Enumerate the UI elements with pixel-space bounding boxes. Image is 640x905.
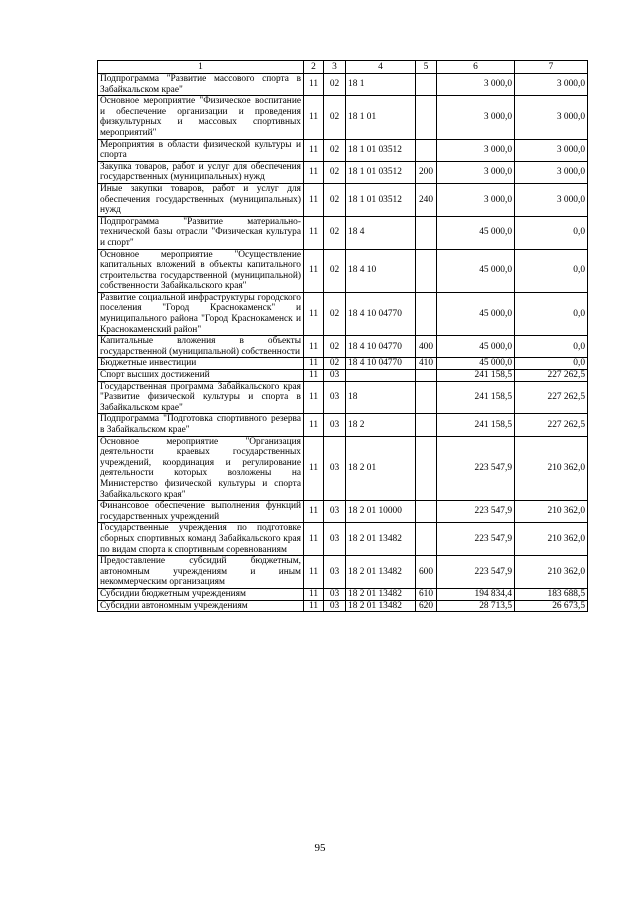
- amount-year1-cell: 223 547,9: [437, 436, 515, 501]
- budget-table-container: [97, 60, 588, 612]
- section-code-cell: 11: [304, 96, 324, 139]
- subsection-code-cell: 02: [324, 139, 346, 161]
- target-article-cell: 18 2 01 13482: [346, 600, 416, 612]
- section-code-cell: 11: [304, 74, 324, 96]
- expense-type-cell: [416, 501, 437, 523]
- amount-year2-cell: 3 000,0: [515, 161, 588, 183]
- row-name-cell: Подпрограмма "Развитие материально-технической базы отрасли "Физическая культура и спорт": [98, 216, 304, 249]
- table-row: [98, 292, 588, 335]
- amount-year2-cell: 210 362,0: [515, 523, 588, 556]
- amount-year2-cell: 227 262,5: [515, 381, 588, 414]
- row-name-cell: Основное мероприятие "Физическое воспитание и обеспечение организации и проведения физкультурных и массовых спортивных мероприятий": [98, 96, 304, 139]
- amount-year2-cell: 227 262,5: [515, 370, 588, 382]
- row-name-cell: Основное мероприятие "Осуществление капитальных вложений в объекты капитального строительства государственной (муниципальной) собственности Забайкальского края": [98, 249, 304, 292]
- target-article-cell: 18 1: [346, 74, 416, 96]
- subsection-code-cell: 03: [324, 501, 346, 523]
- target-article-cell: 18 4 10 04770: [346, 336, 416, 358]
- amount-year2-cell: 210 362,0: [515, 436, 588, 501]
- table-row: [98, 358, 588, 370]
- target-article-cell: 18 1 01 03512: [346, 161, 416, 183]
- table-row: [98, 336, 588, 358]
- table-row: [98, 139, 588, 161]
- amount-year1-cell: 45 000,0: [437, 249, 515, 292]
- target-article-cell: 18 2 01 10000: [346, 501, 416, 523]
- amount-year2-cell: 0,0: [515, 336, 588, 358]
- table-row: [98, 436, 588, 501]
- expense-type-cell: [416, 74, 437, 96]
- amount-year1-cell: 241 158,5: [437, 381, 515, 414]
- row-name-cell: Мероприятия в области физической культуры и спорта: [98, 139, 304, 161]
- row-name-cell: Закупка товаров, работ и услуг для обеспечения государственных (муниципальных) нужд: [98, 161, 304, 183]
- amount-year1-cell: 241 158,5: [437, 370, 515, 382]
- section-code-cell: 11: [304, 249, 324, 292]
- header-row: [98, 61, 588, 74]
- amount-year1-cell: 45 000,0: [437, 358, 515, 370]
- amount-year1-cell: 3 000,0: [437, 96, 515, 139]
- section-code-cell: 11: [304, 381, 324, 414]
- amount-year1-cell: 223 547,9: [437, 501, 515, 523]
- amount-year2-cell: 3 000,0: [515, 139, 588, 161]
- amount-year1-cell: 45 000,0: [437, 216, 515, 249]
- expense-type-cell: 410: [416, 358, 437, 370]
- expense-type-cell: [416, 523, 437, 556]
- table-body: [98, 74, 588, 612]
- section-code-cell: 11: [304, 436, 324, 501]
- target-article-cell: 18: [346, 381, 416, 414]
- amount-year2-cell: 0,0: [515, 249, 588, 292]
- target-article-cell: 18 2 01 13482: [346, 588, 416, 600]
- amount-year2-cell: 3 000,0: [515, 96, 588, 139]
- table-row: [98, 96, 588, 139]
- target-article-cell: 18 2 01: [346, 436, 416, 501]
- table-row: [98, 501, 588, 523]
- amount-year1-cell: 3 000,0: [437, 183, 515, 216]
- section-code-cell: 11: [304, 161, 324, 183]
- expense-type-cell: [416, 370, 437, 382]
- amount-year1-cell: 3 000,0: [437, 139, 515, 161]
- table-row: [98, 381, 588, 414]
- subsection-code-cell: 03: [324, 600, 346, 612]
- amount-year2-cell: 227 262,5: [515, 414, 588, 436]
- column-header: 2: [304, 61, 324, 74]
- expense-type-cell: [416, 292, 437, 335]
- expense-type-cell: [416, 249, 437, 292]
- table-row: [98, 588, 588, 600]
- amount-year1-cell: 45 000,0: [437, 336, 515, 358]
- subsection-code-cell: 02: [324, 161, 346, 183]
- amount-year2-cell: 3 000,0: [515, 183, 588, 216]
- subsection-code-cell: 03: [324, 588, 346, 600]
- subsection-code-cell: 02: [324, 183, 346, 216]
- column-header: 1: [98, 61, 304, 74]
- expense-type-cell: [416, 436, 437, 501]
- subsection-code-cell: 02: [324, 336, 346, 358]
- table-row: [98, 414, 588, 436]
- subsection-code-cell: 02: [324, 249, 346, 292]
- section-code-cell: 11: [304, 556, 324, 589]
- section-code-cell: 11: [304, 600, 324, 612]
- subsection-code-cell: 02: [324, 96, 346, 139]
- section-code-cell: 11: [304, 588, 324, 600]
- subsection-code-cell: 02: [324, 216, 346, 249]
- column-header: 5: [416, 61, 437, 74]
- expense-type-cell: [416, 139, 437, 161]
- subsection-code-cell: 03: [324, 436, 346, 501]
- table-row: [98, 74, 588, 96]
- budget-table: [97, 60, 588, 612]
- row-name-cell: Бюджетные инвестиции: [98, 358, 304, 370]
- amount-year1-cell: 194 834,4: [437, 588, 515, 600]
- row-name-cell: Подпрограмма "Развитие массового спорта в Забайкальском крае": [98, 74, 304, 96]
- section-code-cell: 11: [304, 523, 324, 556]
- target-article-cell: 18 1 01: [346, 96, 416, 139]
- column-header: 6: [437, 61, 515, 74]
- row-name-cell: Государственная программа Забайкальского края "Развитие физической культуры и спорта в Забайкальском крае": [98, 381, 304, 414]
- expense-type-cell: 200: [416, 161, 437, 183]
- amount-year1-cell: 45 000,0: [437, 292, 515, 335]
- expense-type-cell: 600: [416, 556, 437, 589]
- section-code-cell: 11: [304, 292, 324, 335]
- row-name-cell: Развитие социальной инфраструктуры городского поселения "Город Краснокаменск" и муниципального района "Город Краснокаменск и Краснокаменский район": [98, 292, 304, 335]
- amount-year2-cell: 26 673,5: [515, 600, 588, 612]
- row-name-cell: Предоставление субсидий бюджетным, автономным учреждениям и иным некоммерческим организациям: [98, 556, 304, 589]
- subsection-code-cell: 03: [324, 381, 346, 414]
- amount-year1-cell: 3 000,0: [437, 161, 515, 183]
- section-code-cell: 11: [304, 414, 324, 436]
- expense-type-cell: 240: [416, 183, 437, 216]
- table-row: [98, 556, 588, 589]
- subsection-code-cell: 02: [324, 358, 346, 370]
- section-code-cell: 11: [304, 216, 324, 249]
- subsection-code-cell: 03: [324, 556, 346, 589]
- target-article-cell: 18 1 01 03512: [346, 139, 416, 161]
- column-header: 7: [515, 61, 588, 74]
- amount-year2-cell: 210 362,0: [515, 556, 588, 589]
- amount-year2-cell: 3 000,0: [515, 74, 588, 96]
- target-article-cell: 18 2 01 13482: [346, 523, 416, 556]
- row-name-cell: Спорт высших достижений: [98, 370, 304, 382]
- amount-year2-cell: 0,0: [515, 216, 588, 249]
- amount-year2-cell: 183 688,5: [515, 588, 588, 600]
- amount-year1-cell: 241 158,5: [437, 414, 515, 436]
- expense-type-cell: [416, 414, 437, 436]
- amount-year1-cell: 223 547,9: [437, 523, 515, 556]
- target-article-cell: 18 1 01 03512: [346, 183, 416, 216]
- section-code-cell: 11: [304, 183, 324, 216]
- subsection-code-cell: 02: [324, 292, 346, 335]
- row-name-cell: Государственные учреждения по подготовке сборных спортивных команд Забайкальского края по видам спорта к спортивным соревнованиям: [98, 523, 304, 556]
- target-article-cell: 18 4: [346, 216, 416, 249]
- target-article-cell: 18 4 10 04770: [346, 358, 416, 370]
- section-code-cell: 11: [304, 139, 324, 161]
- table-row: [98, 161, 588, 183]
- amount-year1-cell: 28 713,5: [437, 600, 515, 612]
- amount-year2-cell: 210 362,0: [515, 501, 588, 523]
- table-row: [98, 370, 588, 382]
- subsection-code-cell: 03: [324, 370, 346, 382]
- row-name-cell: Подпрограмма "Подготовка спортивного резерва в Забайкальском крае": [98, 414, 304, 436]
- expense-type-cell: 610: [416, 588, 437, 600]
- page-number: 95: [314, 842, 326, 854]
- subsection-code-cell: 03: [324, 523, 346, 556]
- expense-type-cell: 400: [416, 336, 437, 358]
- target-article-cell: 18 2 01 13482: [346, 556, 416, 589]
- expense-type-cell: [416, 216, 437, 249]
- table-row: [98, 216, 588, 249]
- expense-type-cell: [416, 96, 437, 139]
- expense-type-cell: [416, 381, 437, 414]
- row-name-cell: Финансовое обеспечение выполнения функций государственных учреждений: [98, 501, 304, 523]
- subsection-code-cell: 03: [324, 414, 346, 436]
- amount-year1-cell: 3 000,0: [437, 74, 515, 96]
- section-code-cell: 11: [304, 370, 324, 382]
- amount-year2-cell: 0,0: [515, 358, 588, 370]
- row-name-cell: Иные закупки товаров, работ и услуг для обеспечения государственных (муниципальных) нужд: [98, 183, 304, 216]
- row-name-cell: Капитальные вложения в объекты государственной (муниципальной) собственности: [98, 336, 304, 358]
- target-article-cell: 18 4 10: [346, 249, 416, 292]
- section-code-cell: 11: [304, 501, 324, 523]
- amount-year2-cell: 0,0: [515, 292, 588, 335]
- subsection-code-cell: 02: [324, 74, 346, 96]
- amount-year1-cell: 223 547,9: [437, 556, 515, 589]
- row-name-cell: Основное мероприятие "Организация деятельности краевых государственных учреждений, координация и регулирование деятельности которых возложены на Министерство физической культуры и спорта Забайкальского края": [98, 436, 304, 501]
- row-name-cell: Субсидии бюджетным учреждениям: [98, 588, 304, 600]
- target-article-cell: 18 2: [346, 414, 416, 436]
- row-name-cell: Субсидии автономным учреждениям: [98, 600, 304, 612]
- section-code-cell: 11: [304, 358, 324, 370]
- table-row: [98, 600, 588, 612]
- section-code-cell: 11: [304, 336, 324, 358]
- expense-type-cell: 620: [416, 600, 437, 612]
- target-article-cell: 18 4 10 04770: [346, 292, 416, 335]
- table-row: [98, 183, 588, 216]
- table-row: [98, 523, 588, 556]
- target-article-cell: [346, 370, 416, 382]
- column-header: 4: [346, 61, 416, 74]
- table-row: [98, 249, 588, 292]
- column-header: 3: [324, 61, 346, 74]
